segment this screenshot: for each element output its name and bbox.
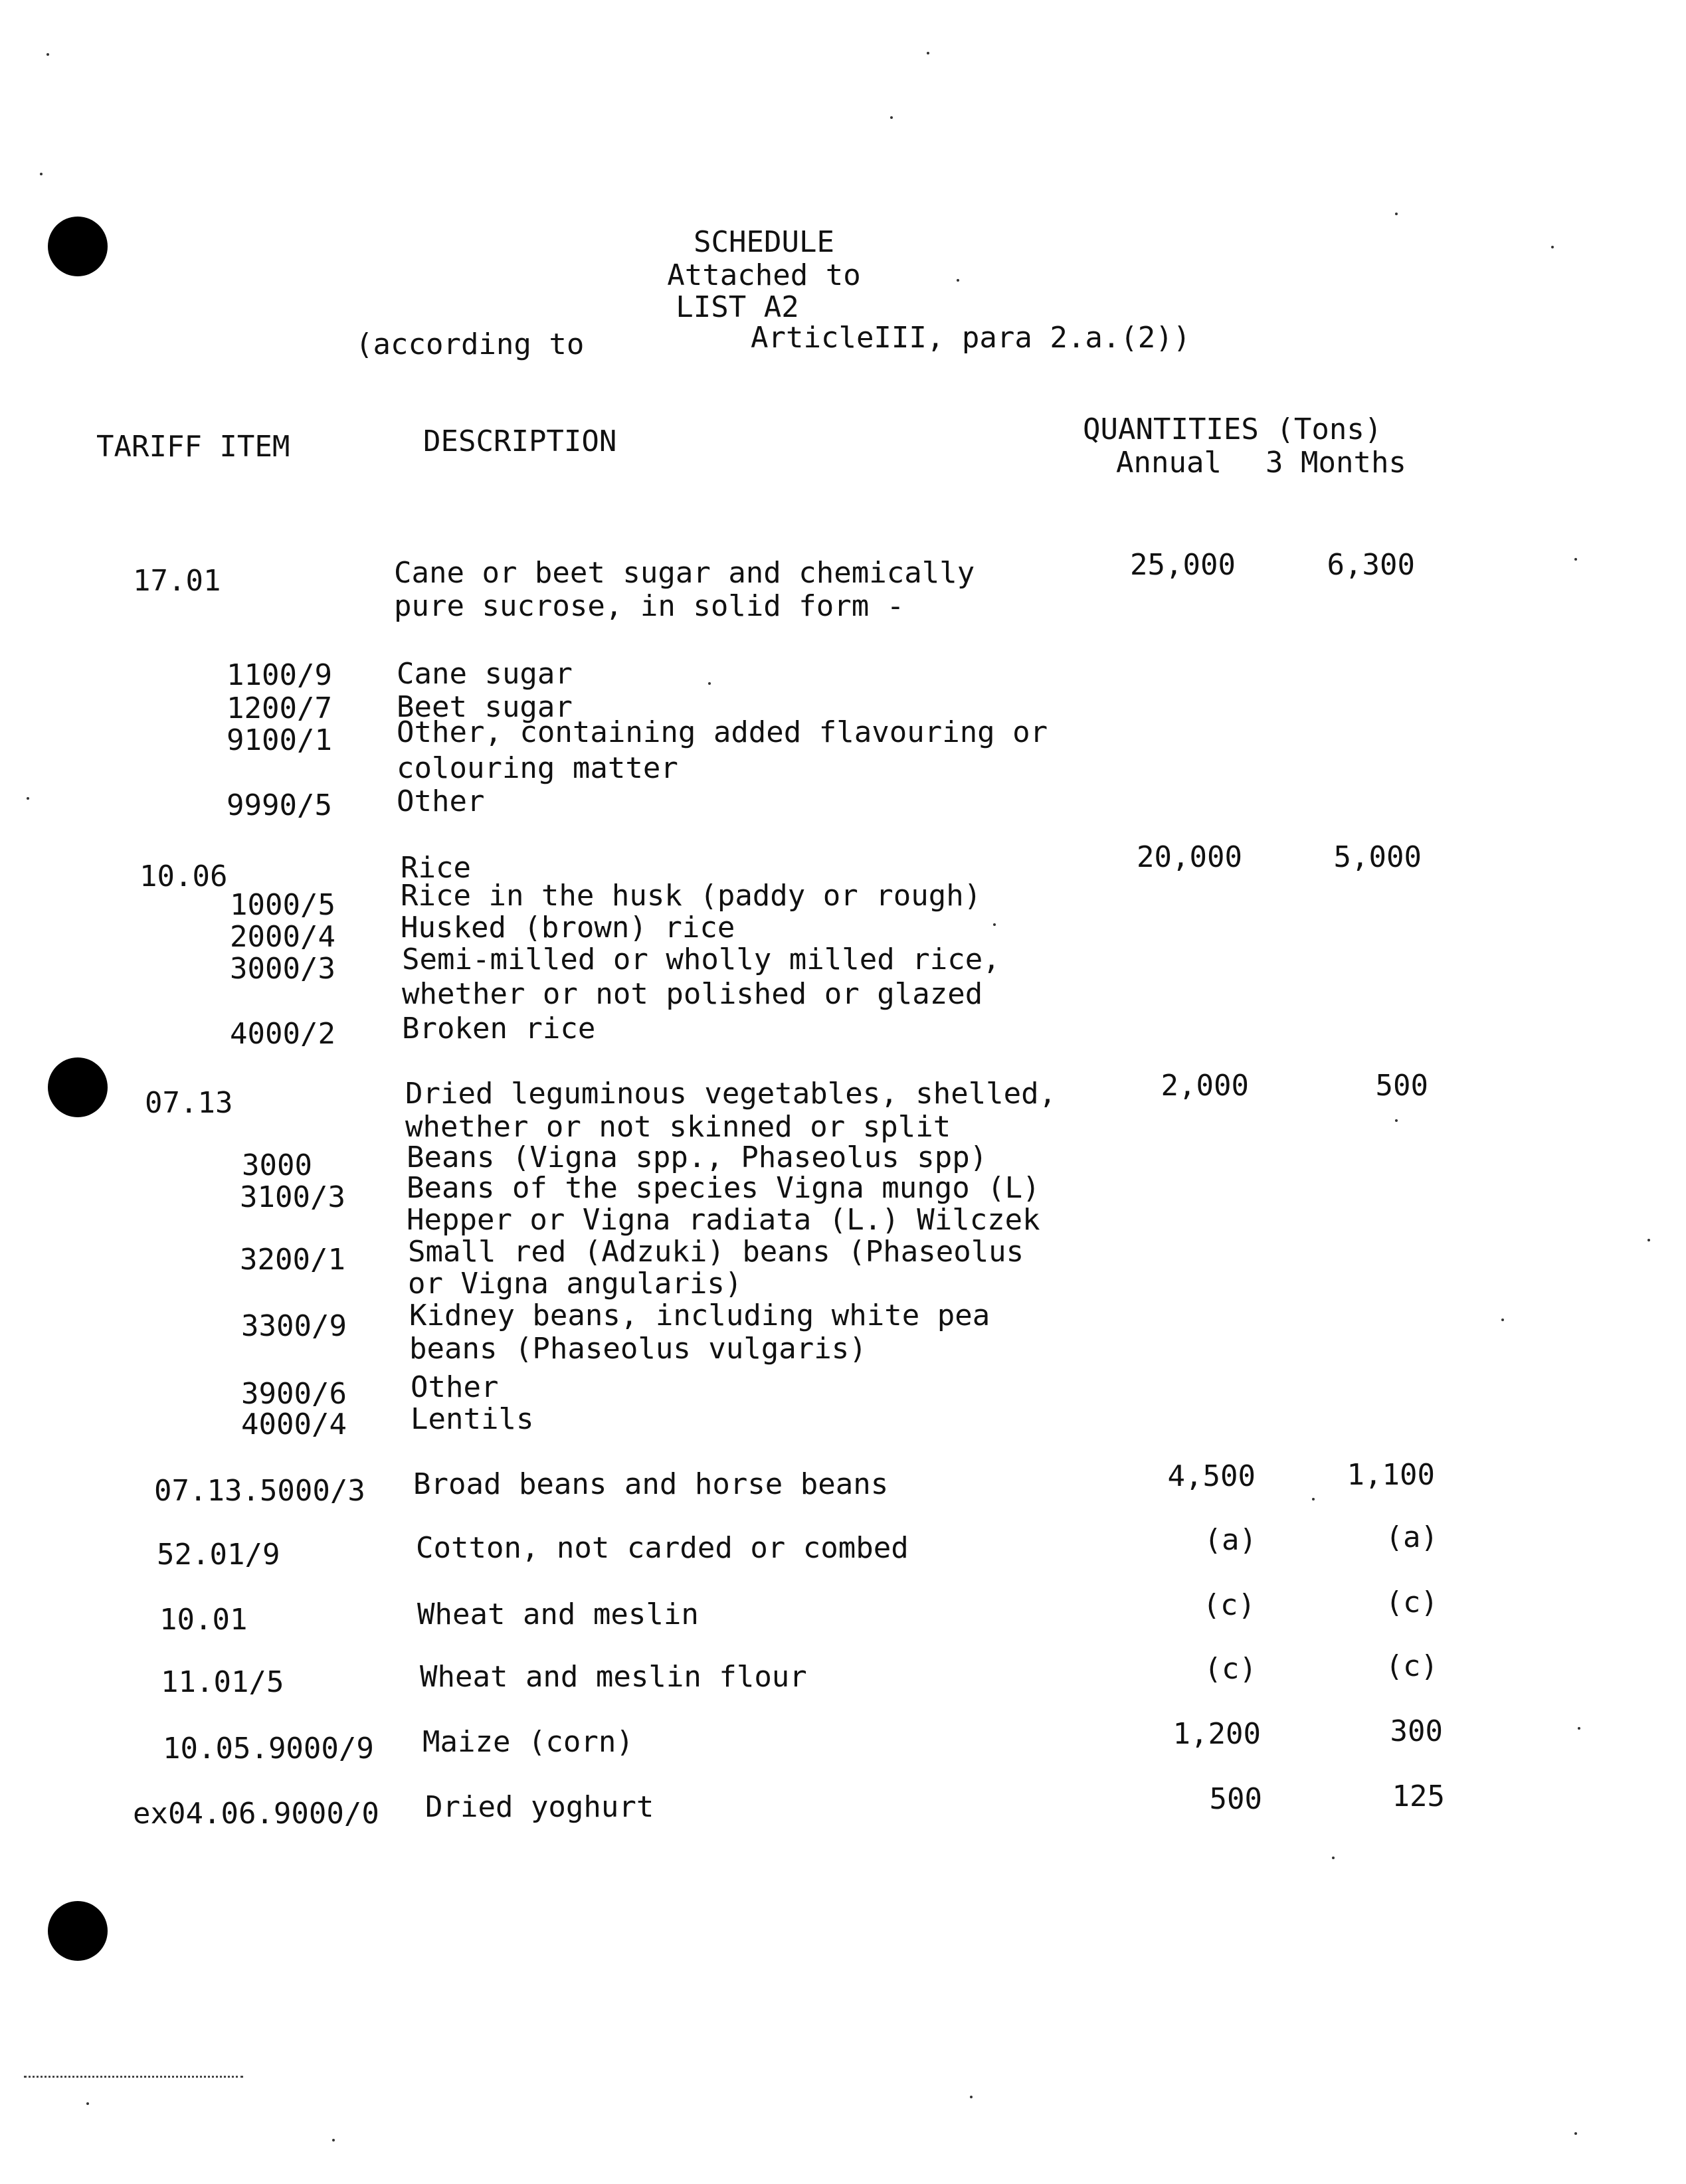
- item-description: or Vigna angularis): [408, 1267, 743, 1301]
- tariff-code: 11.01/5: [161, 1665, 284, 1699]
- scan-speck: [332, 2139, 335, 2141]
- annual-quantity: 1,200: [1172, 1717, 1261, 1751]
- three-month-quantity: 300: [1390, 1714, 1443, 1748]
- tariff-code: 07.13: [145, 1086, 233, 1120]
- three-month-quantity: 500: [1375, 1069, 1428, 1103]
- item-description: Beet sugar: [397, 690, 573, 724]
- tariff-subcode: 9100/1: [227, 723, 332, 757]
- three-month-quantity: (a): [1385, 1520, 1438, 1554]
- item-description: Broad beans and horse beans: [413, 1467, 889, 1501]
- scan-speck: [970, 2096, 973, 2098]
- item-description: Wheat and meslin flour: [420, 1660, 807, 1694]
- scan-speck: [1332, 1857, 1335, 1859]
- scan-speck: [890, 116, 893, 119]
- tariff-subcode: 3900/6: [241, 1377, 347, 1411]
- item-description: Maize (corn): [422, 1725, 634, 1759]
- three-month-quantity: 6,300: [1327, 548, 1415, 582]
- tariff-subcode: 3200/1: [240, 1243, 345, 1277]
- scan-speck: [993, 923, 996, 926]
- scan-speck: [47, 53, 49, 56]
- scan-speck: [1395, 1119, 1398, 1122]
- tariff-subcode: 4000/2: [230, 1017, 335, 1051]
- item-description: Kidney beans, including white pea: [409, 1299, 990, 1332]
- tariff-code: 52.01/9: [157, 1538, 280, 1572]
- list-line: LIST A2: [676, 290, 799, 324]
- item-description: whether or not polished or glazed: [402, 977, 983, 1011]
- item-description: Beans of the species Vigna mungo (L): [407, 1171, 1040, 1205]
- annual-quantity: 25,000: [1130, 548, 1236, 582]
- scan-speck: [1574, 2132, 1577, 2135]
- tariff-subcode: 2000/4: [230, 920, 335, 954]
- scan-speck: [1501, 1319, 1504, 1321]
- item-description: Cane or beet sugar and chemically: [394, 556, 975, 590]
- item-description: Hepper or Vigna radiata (L.) Wilczek: [407, 1203, 1040, 1237]
- item-description: Broken rice: [402, 1012, 596, 1046]
- item-description: Dried yoghurt: [425, 1790, 654, 1824]
- tariff-subcode: 1000/5: [230, 888, 335, 922]
- tariff-subcode: 3000: [242, 1148, 312, 1182]
- column-header-three-months: 3 Months: [1265, 446, 1406, 480]
- item-description: whether or not skinned or split: [405, 1110, 951, 1144]
- punch-hole-middle: [48, 1057, 108, 1117]
- tariff-subcode: 3000/3: [230, 952, 335, 986]
- scan-speck: [957, 279, 959, 282]
- item-description: Beans (Vigna spp., Phaseolus spp): [407, 1140, 988, 1174]
- tariff-code: 10.05.9000/9: [163, 1732, 374, 1766]
- dotted-rule: [24, 2076, 243, 2078]
- tariff-code: 07.13.5000/3: [154, 1474, 365, 1508]
- item-description: Rice in the husk (paddy or rough): [401, 879, 982, 913]
- item-description: Dried leguminous vegetables, shelled,: [405, 1077, 1057, 1111]
- tariff-code: 10.06: [140, 860, 228, 893]
- tariff-subcode: 1200/7: [227, 691, 332, 725]
- item-description: Small red (Adzuki) beans (Phaseolus: [408, 1235, 1024, 1269]
- item-description: Cane sugar: [397, 657, 573, 691]
- scan-speck: [1578, 1727, 1580, 1730]
- three-month-quantity: 5,000: [1333, 840, 1422, 874]
- three-month-quantity: (c): [1385, 1649, 1438, 1683]
- punch-hole-bottom: [48, 1901, 108, 1961]
- scan-speck: [1312, 1498, 1315, 1501]
- scan-speck: [86, 2102, 89, 2105]
- item-description: Rice: [401, 851, 471, 885]
- tariff-code: ex04.06.9000/0: [133, 1797, 379, 1831]
- annual-quantity: 500: [1209, 1782, 1262, 1816]
- item-description: colouring matter: [397, 751, 678, 785]
- tariff-code: 17.01: [133, 564, 221, 598]
- three-month-quantity: (c): [1385, 1586, 1438, 1619]
- attached-to-line: Attached to: [667, 258, 861, 292]
- annual-quantity: (c): [1204, 1652, 1257, 1686]
- column-header-description: DESCRIPTION: [423, 424, 617, 458]
- item-description: Husked (brown) rice: [401, 911, 735, 945]
- tariff-subcode: 3100/3: [240, 1180, 345, 1214]
- column-header-annual: Annual: [1116, 446, 1222, 480]
- annual-quantity: (c): [1202, 1588, 1256, 1622]
- tariff-subcode: 3300/9: [241, 1309, 347, 1343]
- scan-speck: [1647, 1239, 1650, 1241]
- item-description: beans (Phaseolus vulgaris): [409, 1332, 867, 1366]
- scan-speck: [1574, 558, 1577, 561]
- scan-speck: [1395, 213, 1398, 215]
- item-description: Cotton, not carded or combed: [416, 1531, 909, 1565]
- tariff-subcode: 9990/5: [227, 788, 332, 822]
- tariff-code: 10.01: [159, 1603, 248, 1637]
- scan-speck: [1551, 246, 1554, 248]
- annual-quantity: (a): [1204, 1523, 1257, 1557]
- according-to-text: (according to: [355, 327, 585, 361]
- item-description: Other: [397, 784, 485, 818]
- annual-quantity: 2,000: [1161, 1069, 1249, 1103]
- scan-speck: [27, 797, 29, 800]
- item-description: Other: [411, 1370, 499, 1404]
- three-month-quantity: 125: [1392, 1779, 1445, 1813]
- item-description: Other, containing added flavouring or: [397, 715, 1048, 749]
- annual-quantity: 20,000: [1137, 840, 1242, 874]
- punch-hole-top: [48, 217, 108, 276]
- scan-speck: [40, 173, 43, 175]
- scan-speck: [708, 682, 711, 685]
- schedule-title: SCHEDULE: [694, 225, 834, 259]
- scan-speck: [927, 52, 929, 54]
- item-description: Semi-milled or wholly milled rice,: [402, 943, 1000, 976]
- column-header-quantities: QUANTITIES (Tons): [1083, 412, 1382, 446]
- annual-quantity: 4,500: [1167, 1459, 1256, 1493]
- article-reference: ArticleIII, para 2.a.(2)): [751, 321, 1191, 355]
- item-description: pure sucrose, in solid form -: [394, 589, 905, 623]
- three-month-quantity: 1,100: [1347, 1458, 1435, 1492]
- column-header-tariff-item: TARIFF ITEM: [96, 430, 290, 464]
- tariff-subcode: 1100/9: [227, 658, 332, 692]
- item-description: Lentils: [411, 1402, 534, 1436]
- item-description: Wheat and meslin: [417, 1597, 699, 1631]
- tariff-subcode: 4000/4: [241, 1408, 347, 1441]
